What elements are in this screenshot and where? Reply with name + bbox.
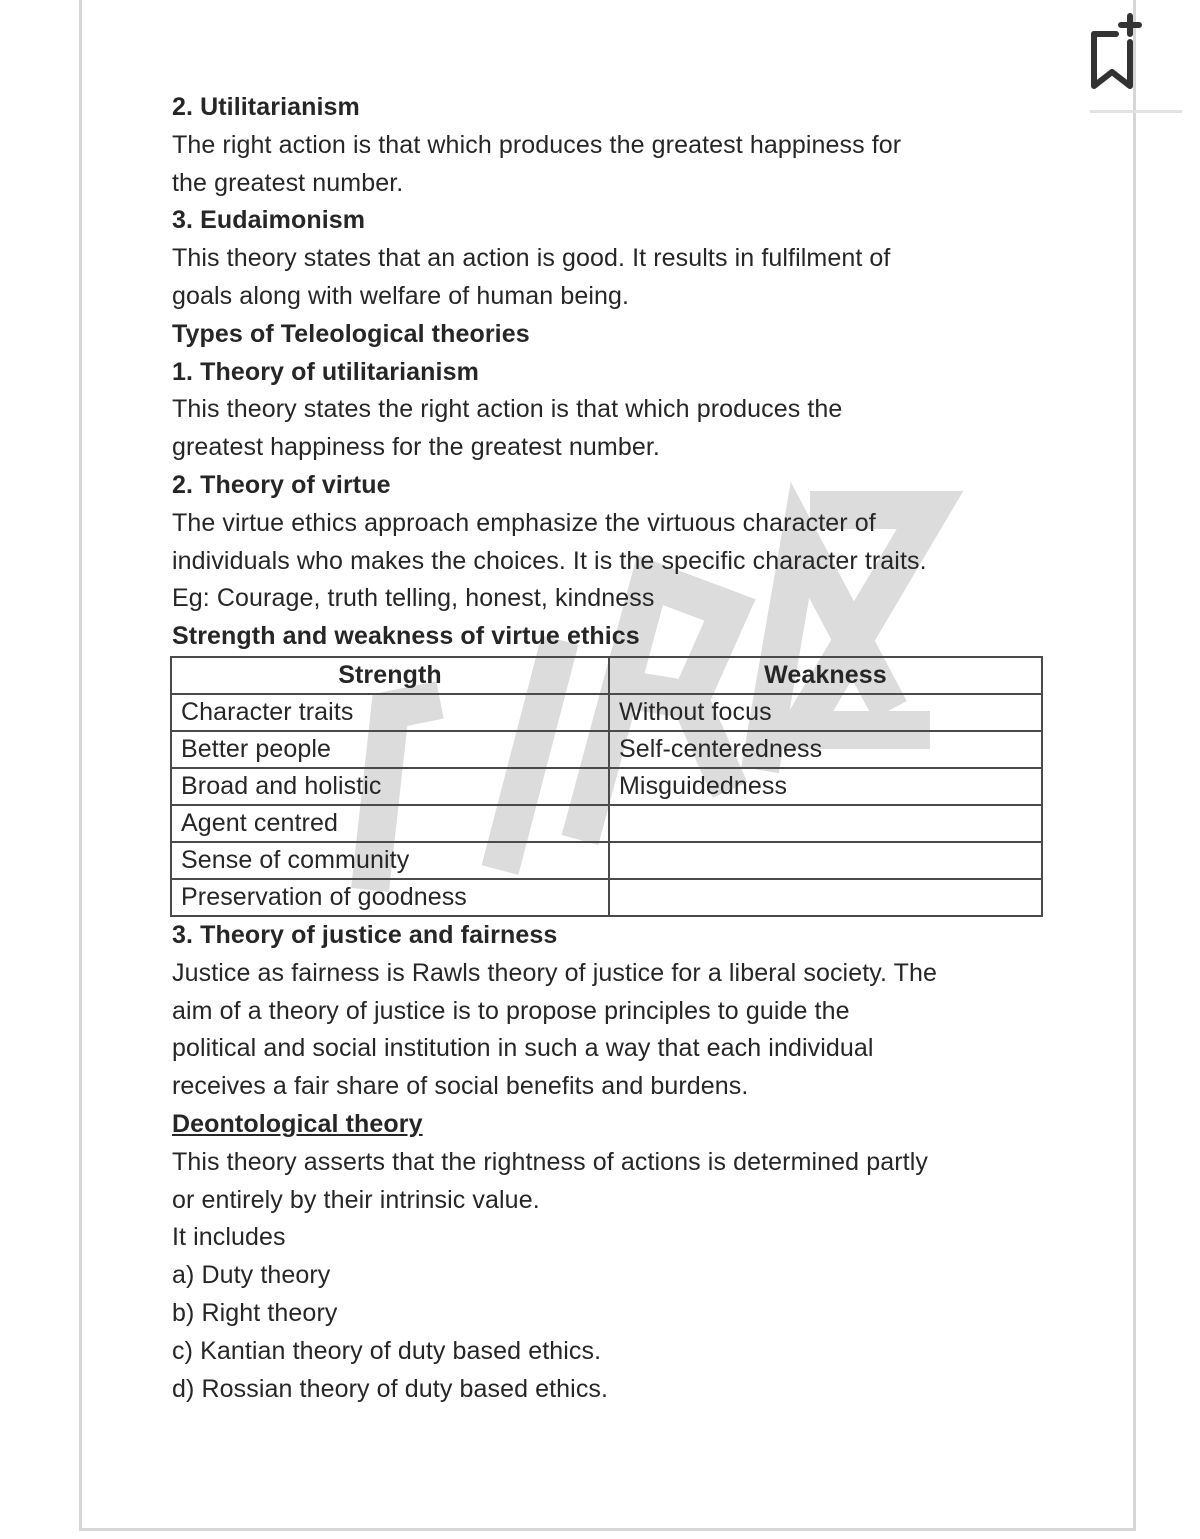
heading-justice-fairness: 3. Theory of justice and fairness <box>172 920 558 949</box>
paragraph-line: This theory states the right action is that which produces the <box>172 395 843 424</box>
table-cell-strength: Sense of community <box>171 842 609 879</box>
table-row <box>171 694 1042 731</box>
table-header-strength: Strength <box>171 657 609 694</box>
divider <box>1090 110 1182 113</box>
paragraph-line: receives a fair share of social benefits and burdens. <box>172 1072 749 1101</box>
table-cell-weakness <box>609 879 1042 916</box>
paragraph-line: or entirely by their intrinsic value. <box>172 1185 540 1214</box>
paragraph-line: Eg: Courage, truth telling, honest, kindness <box>172 584 655 613</box>
table-row <box>171 805 1042 842</box>
table-row <box>171 768 1042 805</box>
heading-eudaimonism: 3. Eudaimonism <box>172 206 366 235</box>
paragraph-line: political and social institution in such a way that each individual <box>172 1034 874 1063</box>
table-cell-strength: Character traits <box>171 694 609 731</box>
table-cell-weakness: Self-centeredness <box>609 731 1042 768</box>
table-row <box>171 879 1042 916</box>
paragraph-line: This theory asserts that the rightness of actions is determined partly <box>172 1147 928 1176</box>
list-item: b) Right theory <box>172 1298 338 1327</box>
list-item: a) Duty theory <box>172 1261 331 1290</box>
paragraph-line: individuals who makes the choices. It is the specific character traits. <box>172 546 927 575</box>
table-cell-strength: Preservation of goodness <box>171 879 609 916</box>
table-cell-weakness <box>609 842 1042 879</box>
paragraph-line: goals along with welfare of human being. <box>172 281 630 310</box>
table-cell-weakness <box>609 805 1042 842</box>
table-cell-strength: Broad and holistic <box>171 768 609 805</box>
list-item: d) Rossian theory of duty based ethics. <box>172 1374 609 1403</box>
table-row <box>171 731 1042 768</box>
table-header-weakness: Weakness <box>609 657 1042 694</box>
heading-theory-utilitarianism: 1. Theory of utilitarianism <box>172 357 479 386</box>
paragraph-line: greatest happiness for the greatest number. <box>172 433 660 462</box>
paragraph-line: Justice as fairness is Rawls theory of justice for a liberal society. The <box>172 958 938 987</box>
heading-utilitarianism: 2. Utilitarianism <box>172 93 360 121</box>
heading-deontological: Deontological theory <box>172 1109 423 1138</box>
paragraph-line: the greatest number. <box>172 168 404 197</box>
table-row <box>171 842 1042 879</box>
document-content <box>172 89 1052 1408</box>
table-cell-strength: Better people <box>171 731 609 768</box>
paragraph-line: The virtue ethics approach emphasize the virtuous character of <box>172 508 876 537</box>
paragraph-line: This theory states that an action is good. It results in fulfilment of <box>172 244 891 273</box>
heading-types-teleological: Types of Teleological theories <box>172 319 530 348</box>
paragraph-line: The right action is that which produces the greatest happiness for <box>172 130 902 159</box>
bookmark-add-icon[interactable] <box>1086 12 1142 92</box>
table-cell-strength: Agent centred <box>171 805 609 842</box>
list-item: c) Kantian theory of duty based ethics. <box>172 1336 602 1365</box>
heading-strength-weakness: Strength and weakness of virtue ethics <box>172 622 640 651</box>
heading-theory-virtue: 2. Theory of virtue <box>172 470 391 499</box>
table-header-row <box>171 657 1042 694</box>
table-cell-weakness: Without focus <box>609 694 1042 731</box>
paragraph-line: aim of a theory of justice is to propose principles to guide the <box>172 996 850 1025</box>
table-cell-weakness: Misguidedness <box>609 768 1042 805</box>
paragraph-line: It includes <box>172 1223 286 1252</box>
virtue-ethics-table <box>170 656 1043 917</box>
